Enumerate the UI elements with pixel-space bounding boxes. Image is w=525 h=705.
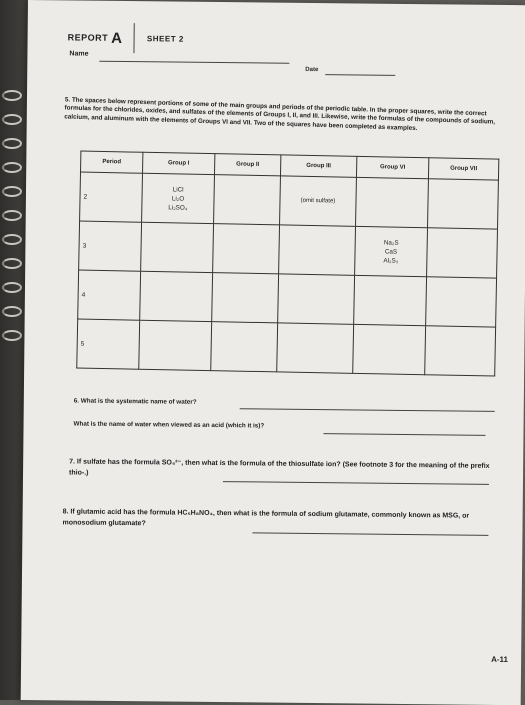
cell-p3-group3[interactable] xyxy=(279,225,356,275)
header-period: Period xyxy=(81,151,143,173)
cell-p2-group1[interactable] xyxy=(142,173,215,223)
report-letter: A xyxy=(111,29,123,47)
date-field[interactable] xyxy=(325,74,395,76)
period-label: 2 xyxy=(80,172,143,222)
cell-p2-group3[interactable] xyxy=(280,176,357,226)
table-row-period-2 xyxy=(80,172,499,229)
report-word: REPORT xyxy=(67,32,109,43)
omit-sulfate-note: (omit sulfate) xyxy=(300,197,336,205)
cell-p2-group7[interactable] xyxy=(428,179,499,229)
cell-p5-group6[interactable] xyxy=(353,324,426,374)
cell-p2-group6[interactable] xyxy=(356,177,429,227)
cell-p5-group2[interactable] xyxy=(211,322,278,372)
question-8-answer-line[interactable] xyxy=(252,532,488,535)
cell-p4-group6[interactable] xyxy=(354,275,427,325)
header-group-7: Group VII xyxy=(428,158,498,180)
header-group-6: Group VI xyxy=(356,156,428,178)
cell-p4-group3[interactable] xyxy=(278,274,355,324)
cell-p3-group1[interactable] xyxy=(141,222,214,272)
question-6-subtext: What is the name of water when viewed as an acid (which it is)? xyxy=(73,420,265,430)
example-formula: LiCl xyxy=(172,185,184,194)
example-formula: Al₂S₃ xyxy=(383,256,399,265)
spiral-binding xyxy=(0,90,22,390)
question-6-answer-line[interactable] xyxy=(240,408,495,412)
example-formula: Li₂SO₄ xyxy=(168,203,188,212)
example-formula: Na₂S xyxy=(383,238,399,247)
date-label: Date xyxy=(305,66,319,74)
cell-p4-group1[interactable] xyxy=(140,271,213,321)
cell-p3-group7[interactable] xyxy=(427,228,498,278)
table-row-period-5 xyxy=(77,319,496,376)
header-divider xyxy=(134,23,135,53)
table-row-period-4 xyxy=(78,270,497,327)
example-formula: CaS xyxy=(384,247,398,256)
page-number: A-11 xyxy=(491,654,509,665)
question-8-text: 8. If glutamic acid has the formula HC₅H₈NO₄, then what is the formula of sodium glutamate, commonly known as MSG, or monosodium glutamate? xyxy=(62,508,470,528)
question-5-text: 5. The spaces below represent portions of some of the main groups and periods of the periodic table. In the proper squares, write the correct formulas for the chlorides, oxides, and sulfates of the elements of Groups I, II, and III. Likewise, write the formulas of the compounds of sodium, calcium, and aluminum with the elements of Groups VI and VII. Two of the squares have been completed as examples. xyxy=(64,96,496,132)
cell-p4-group7[interactable] xyxy=(426,277,497,327)
period-label: 4 xyxy=(78,270,141,320)
periodic-table-grid xyxy=(76,151,499,377)
question-6-text: 6. What is the systematic name of water? xyxy=(73,397,197,406)
name-label: Name xyxy=(69,50,89,58)
period-label: 5 xyxy=(77,319,140,369)
period-label: 3 xyxy=(79,221,142,271)
name-field[interactable] xyxy=(99,61,289,64)
cell-p4-group2[interactable] xyxy=(212,273,279,323)
header-group-3: Group III xyxy=(280,155,356,177)
question-7-text: 7. If sulfate has the formula SO₄²⁻, then what is the formula of the thiosulfate ion? (See footnote 3 for the meaning of the prefix thio-.) xyxy=(69,458,490,477)
sheet-label: SHEET 2 xyxy=(146,33,184,44)
cell-p2-group2[interactable] xyxy=(214,175,281,225)
example-formula: Li₂O xyxy=(171,194,185,203)
cell-p3-group2[interactable] xyxy=(213,224,280,274)
report-header xyxy=(67,22,184,53)
question-6b-answer-line[interactable] xyxy=(323,433,485,436)
table-row-period-3 xyxy=(79,221,498,278)
cell-p5-group3[interactable] xyxy=(277,323,354,373)
cell-p5-group1[interactable] xyxy=(139,320,212,370)
worksheet-page xyxy=(21,0,525,705)
header-group-2: Group II xyxy=(214,154,280,176)
cell-p5-group7[interactable] xyxy=(425,326,496,376)
header-group-1: Group I xyxy=(143,152,215,174)
cell-p3-group6[interactable] xyxy=(355,226,428,276)
